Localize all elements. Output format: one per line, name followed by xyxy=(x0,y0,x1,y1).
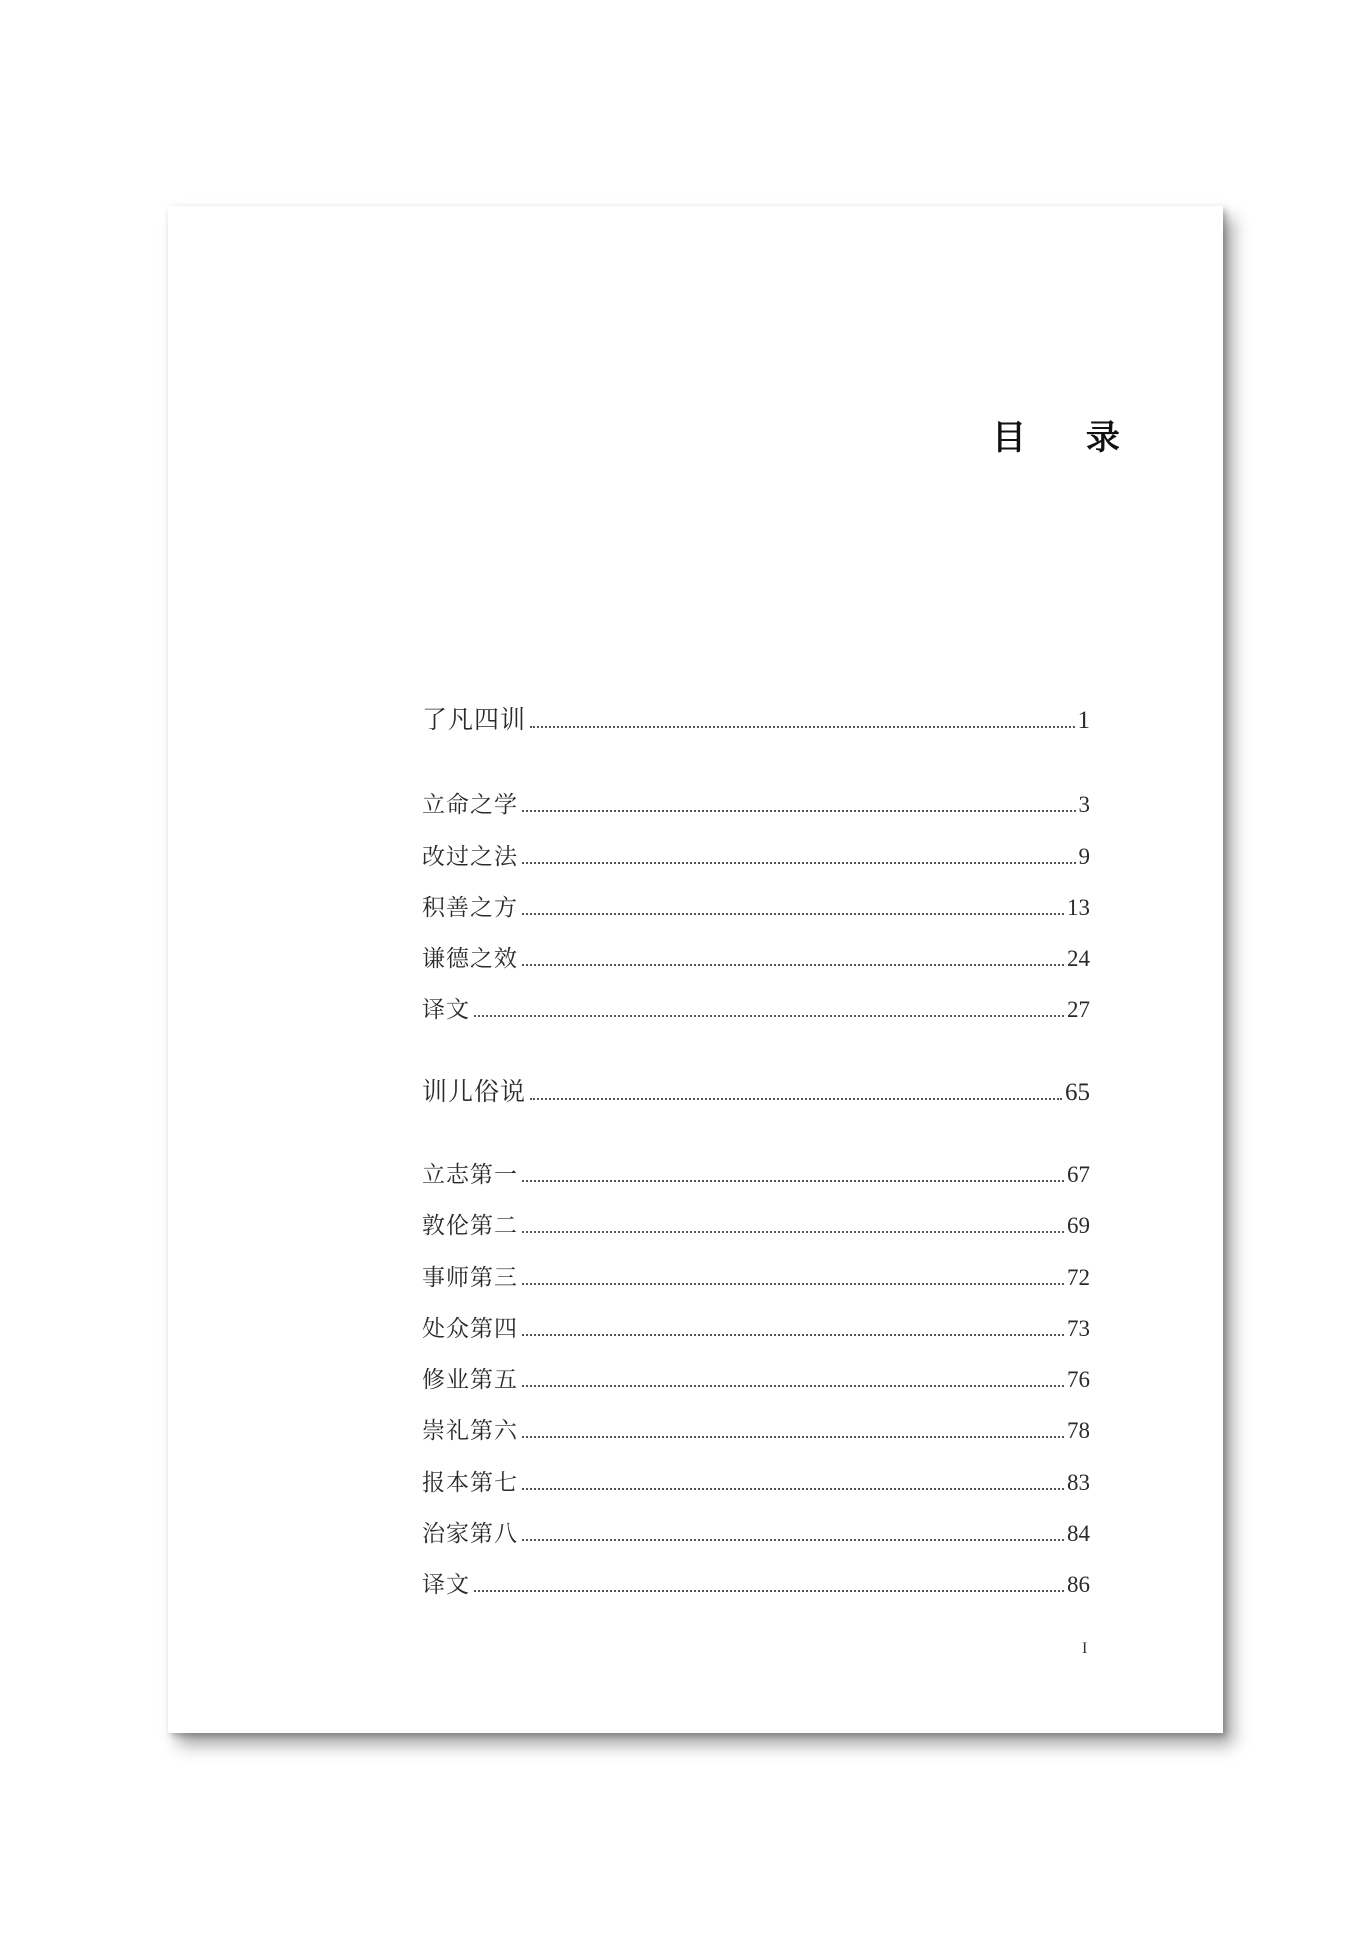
toc-item xyxy=(422,940,1090,973)
toc-item xyxy=(422,1515,1090,1548)
toc-label: 训儿俗说 xyxy=(422,1077,527,1106)
toc-label: 谦德之效 xyxy=(422,946,518,972)
toc-item xyxy=(422,889,1090,922)
toc-item xyxy=(422,1464,1090,1497)
toc-page-number: 78 xyxy=(1067,1418,1090,1443)
toc-item xyxy=(422,1566,1090,1599)
toc-label: 崇礼第六 xyxy=(422,1418,518,1444)
toc-page-number: 73 xyxy=(1067,1316,1090,1341)
toc-item xyxy=(422,1259,1090,1292)
toc-label: 立命之学 xyxy=(422,792,518,818)
toc-page-number: 3 xyxy=(1078,792,1090,817)
toc-item xyxy=(422,1412,1090,1445)
toc-label: 积善之方 xyxy=(422,895,518,921)
toc-page-number: 67 xyxy=(1067,1162,1090,1187)
toc-item xyxy=(422,786,1090,819)
toc-page-number: 69 xyxy=(1067,1213,1090,1238)
toc-section-xuner-sushuo xyxy=(422,1072,1090,1108)
page-folio: I xyxy=(1082,1640,1088,1657)
toc-label: 治家第八 xyxy=(422,1521,518,1547)
toc-page-number: 86 xyxy=(1067,1572,1090,1597)
dot-leader xyxy=(522,913,1064,915)
dot-leader xyxy=(522,862,1076,864)
dot-leader xyxy=(522,1385,1064,1387)
toc-page-number: 1 xyxy=(1077,707,1090,734)
toc-item xyxy=(422,1207,1090,1240)
toc-label: 敦伦第二 xyxy=(422,1213,518,1239)
toc-page-number: 13 xyxy=(1067,895,1090,920)
toc-label: 改过之法 xyxy=(422,844,518,870)
toc-item xyxy=(422,1361,1090,1394)
dot-leader xyxy=(474,1590,1064,1592)
toc-label: 修业第五 xyxy=(422,1367,518,1393)
dot-leader xyxy=(522,1539,1064,1541)
toc-page-number: 9 xyxy=(1078,844,1090,869)
dot-leader xyxy=(530,1098,1062,1100)
toc-item xyxy=(422,1156,1090,1189)
dot-leader xyxy=(522,964,1064,966)
toc-item xyxy=(422,991,1090,1024)
toc-label: 处众第四 xyxy=(422,1316,518,1342)
dot-leader xyxy=(522,1488,1064,1490)
dot-leader xyxy=(522,1334,1064,1336)
dot-leader xyxy=(474,1015,1064,1017)
page-title: 目 录 xyxy=(992,418,1144,458)
toc-page-number: 24 xyxy=(1067,946,1090,971)
toc-page-number: 76 xyxy=(1067,1367,1090,1392)
dot-leader xyxy=(522,810,1076,812)
dot-leader xyxy=(522,1436,1064,1438)
dot-leader xyxy=(522,1283,1064,1285)
toc-label: 立志第一 xyxy=(422,1162,518,1188)
toc-label: 了凡四训 xyxy=(422,705,527,734)
toc-label: 报本第七 xyxy=(422,1470,518,1496)
toc-item xyxy=(422,1310,1090,1343)
toc-page-number: 84 xyxy=(1067,1521,1090,1546)
dot-leader xyxy=(530,726,1074,728)
toc-page-number: 72 xyxy=(1067,1265,1090,1290)
toc-section-liaofan-sixun xyxy=(422,700,1090,736)
dot-leader xyxy=(522,1180,1064,1182)
toc-label: 事师第三 xyxy=(422,1265,518,1291)
toc-page-number: 83 xyxy=(1067,1470,1090,1495)
toc-page-number: 65 xyxy=(1065,1079,1090,1106)
toc-item xyxy=(422,838,1090,871)
toc-label: 译文 xyxy=(422,997,470,1023)
toc-label: 译文 xyxy=(422,1572,470,1598)
toc-page-number: 27 xyxy=(1067,997,1090,1022)
dot-leader xyxy=(522,1231,1064,1233)
